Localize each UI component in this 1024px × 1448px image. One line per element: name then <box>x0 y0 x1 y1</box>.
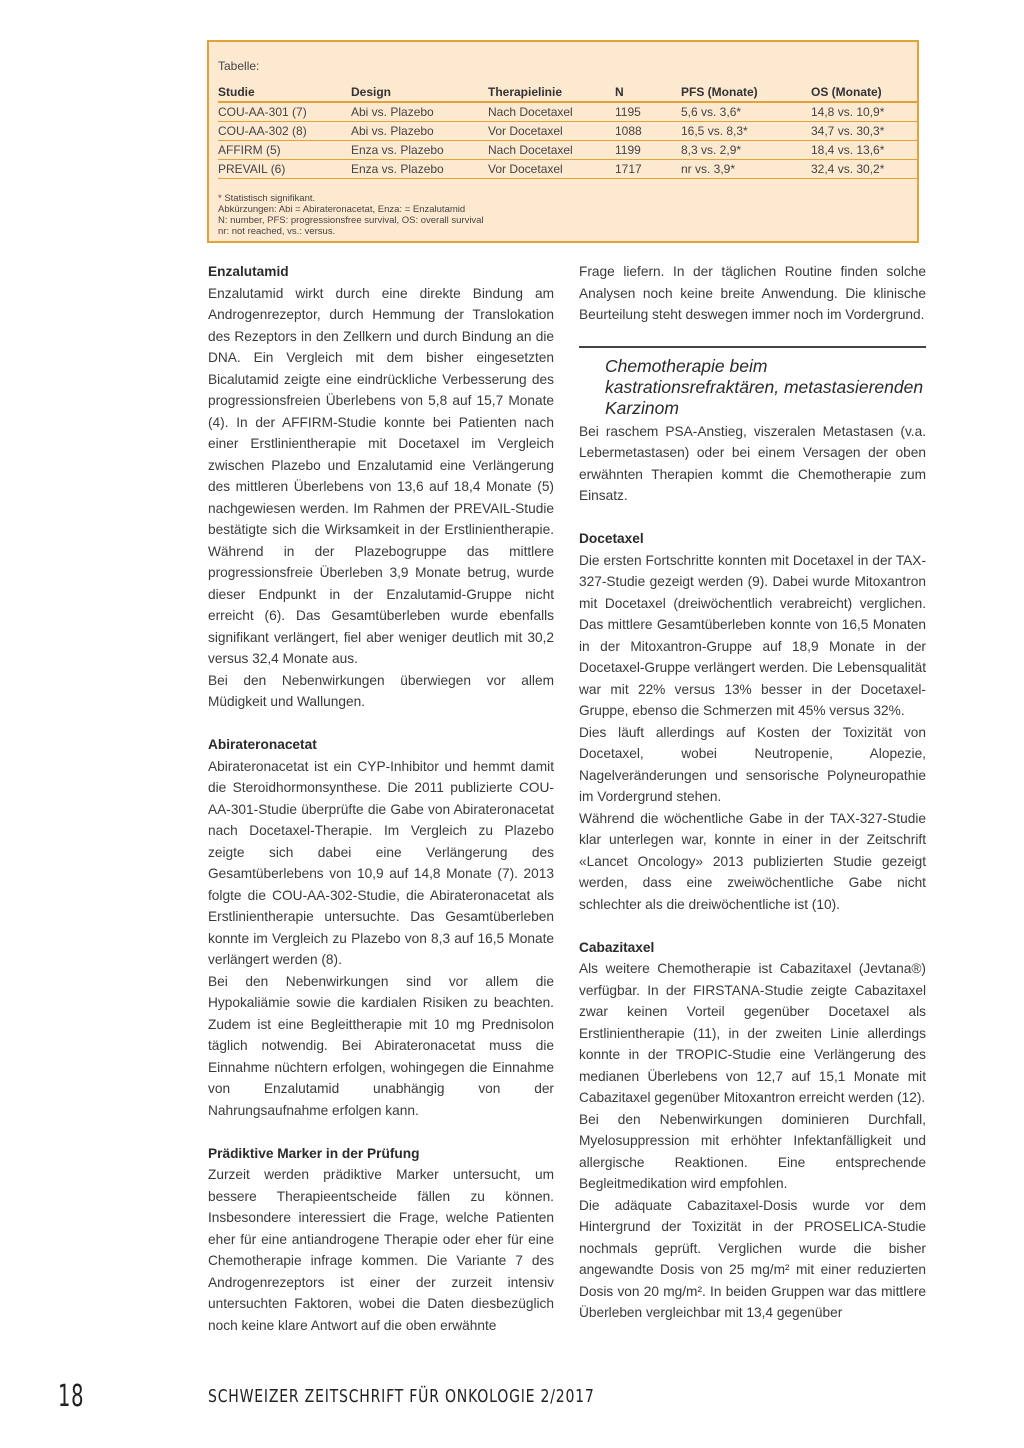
table-note: nr: not reached, vs.: versus. <box>218 226 336 237</box>
paragraph: Zurzeit werden prädiktive Marker untersucht, um bessere Therapieentscheide fällen zu können. Insbesondere interessiert die Frage, welche Patienten eher für eine antiandrogene Therapie oder eher für eine Chemotherapie infrage kommen. Die Variante 7 des Androgenrezeptors ist einer der zurzeit intensiv untersuchten Faktoren, wobei die Daten diesbezüglich noch keine klare Antwort auf die oben erwähnte <box>208 1167 554 1333</box>
cell-pfs: nr vs. 3,9* <box>681 160 811 179</box>
journal-title: SCHWEIZER ZEITSCHRIFT FÜR ONKOLOGIE 2/2017 <box>208 1386 595 1407</box>
paragraph: Als weitere Chemotherapie ist Cabazitaxel (Jevtana®) verfügbar. In der FIRSTANA-Studie zeigte Cabazitaxel zwar keinen Vorteil gegenüber Docetaxel als Erstlinientherapie (11), in der zweiten Linie allerdings konnte in der TROPIC-Studie eine Verlängerung des medianen Überlebens von 12,7 auf 15,1 Monate mit Cabazitaxel gegenüber Mitoxantron erreicht werden (12). <box>579 961 926 1105</box>
paragraph: Dies läuft allerdings auf Kosten der Toxizität von Docetaxel, wobei Neutropenie, Alopezie, Nagelveränderungen und sensorische Polyneuropathie im Vordergrund stehen. <box>579 724 926 804</box>
heading-cabazitaxel: Cabazitaxel <box>579 939 655 955</box>
table-note: Abkürzungen: Abi = Abirateronacetat, Enza: = Enzalutamid <box>218 204 466 215</box>
paragraph: Die ersten Fortschritte konnten mit Docetaxel in der TAX-327-Studie gezeigt werden (9). Dabei wurde Mitoxantron mit Docetaxel (dreiwöchentlich verabreicht) verglichen. Das mittlere Gesamtüberleben konnte von 16,5 Monaten in der Mitoxantron-Gruppe auf 18,9 Monate in der Docetaxel-Gruppe verlängert werden. Die Lebensqualität war mit 22% versus 13% besser in der Docetaxel-Gruppe, ebenso die Schmerzen mit 45% versus 32%. <box>579 552 926 718</box>
heading-praediktive-marker: Prädiktive Marker in der Prüfung <box>208 1145 420 1161</box>
cell-studie: COU-AA-302 (8) <box>218 122 351 141</box>
paragraph: Bei den Nebenwirkungen überwiegen vor allem Müdigkeit und Wallungen. <box>208 672 554 709</box>
table-note: N: number, PFS: progressionsfree survival, OS: overall survival <box>218 215 484 226</box>
study-table <box>218 84 917 179</box>
paragraph: Die adäquate Cabazitaxel-Dosis wurde vor dem Hintergrund der Toxizität in der PROSELICA-Studie nochmals geprüft. Verglichen wurde die bisher angewandte Dosis von 25 mg/m² mit einer reduzierten Dosis von 20 mg/m². In beiden Gruppen war das mittlere Überleben vergleichbar mit 13,4 gegenüber <box>579 1197 926 1320</box>
heading-abirateronacetat: Abirateronacetat <box>208 737 317 752</box>
table-row <box>218 160 917 179</box>
cell-design: Abi vs. Plazebo <box>351 102 488 122</box>
cell-design: Abi vs. Plazebo <box>351 122 488 141</box>
paragraph: Enzalutamid wirkt durch eine direkte Bindung am Androgenrezeptor, durch Hemmung der Translokation des Rezeptors in den Zellkern und durch Bindung an die DNA. Ein Vergleich mit dem bisher eingesetzten Bicalutamid zeigte eine eindrückliche Verbesserung des progressionsfreien Überlebens von 5,8 auf 15,7 Monate (4). In der AFFIRM-Studie konnte bei Patienten nach einer Erstlinientherapie mit Docetaxel im Vergleich zwischen Plazebo und Enzalutamid eine Verlängerung des mittleren Überlebens von 13,6 auf 18,4 Monate (5) nachgewiesen werden. Im Rahmen der PREVAIL-Studie bestätigte sich die Wirksamkeit in der Erstlinientherapie. Während in der Plazebogruppe das mittlere progressionsfreie Überleben 3,9 Monate betrug, wurde dieser Endpunkt in der Enzalutamid-Gruppe nicht erreicht (6). Das Gesamtüberleben wurde ebenfalls signifikant verlängert, fiel aber weniger deutlich mit 30,2 versus 32,4 Monate aus. <box>208 285 554 666</box>
paragraph: Abirateronacetat ist ein CYP-Inhibitor und hemmt damit die Steroidhormonsynthese. Die 2011 publizierte COU-AA-301-Studie überprüfte die Gabe von Abirateronacetat nach Docetaxel-Therapie. Im Vergleich zu Plazebo zeigte sich dabei eine Verlängerung des Gesamtüberlebens von 10,9 auf 14,8 Monate (7). 2013 folgte die COU-AA-302-Studie, die Abirateronacetat als Erstlinientherapie untersuchte. Das Gesamtüberleben konnte im Vergleich zu Plazebo von 8,3 auf 16,5 Monate verlängert werden (8). <box>208 758 554 967</box>
header-os: OS (Monate) <box>811 84 917 102</box>
cell-therapielinie: Nach Docetaxel <box>488 102 615 122</box>
table-note: * Statistisch signifikant. <box>218 193 316 204</box>
cell-os: 18,4 vs. 13,6* <box>811 141 917 160</box>
table-row <box>218 141 917 160</box>
cell-studie: PREVAIL (6) <box>218 160 351 179</box>
heading-docetaxel: Docetaxel <box>579 531 644 546</box>
header-n: N <box>615 84 681 102</box>
paragraph: Bei den Nebenwirkungen sind vor allem die Hypokaliämie sowie die kardialen Risiken zu beachten. Zudem ist eine Begleittherapie mit 10 mg Prednisolon täglich notwendig. Bei Abirateronacetat muss die Einnahme nüchtern erfolgen, wohingegen die Einnahme von Enzalutamid unabhängig von der Nahrungsaufnahme erfolgen kann. <box>208 973 554 1118</box>
right-column <box>579 261 926 1324</box>
cell-os: 32,4 vs. 30,2* <box>811 160 917 179</box>
cell-studie: COU-AA-301 (7) <box>218 102 351 122</box>
cell-design: Enza vs. Plazebo <box>351 160 488 179</box>
table-caption: Tabelle: <box>218 59 260 73</box>
paragraph: Bei raschem PSA-Anstieg, viszeralen Metastasen (v.a. Lebermetastasen) oder bei einem Versagen der oben erwähnten Therapien kommt die Chemotherapie zum Einsatz. <box>579 423 926 503</box>
paragraph: Frage liefern. In der täglichen Routine finden solche Analysen noch keine breite Anwendung. Die klinische Beurteilung steht deswegen immer noch im Vordergrund. <box>579 264 926 322</box>
header-pfs: PFS (Monate) <box>681 84 811 102</box>
cell-pfs: 5,6 vs. 3,6* <box>681 102 811 122</box>
table-row <box>218 122 917 141</box>
table-notes <box>218 193 917 237</box>
paragraph: Während die wöchentliche Gabe in der TAX-327-Studie klar unterlegen war, konnte in einer in der Zeitschrift «Lancet Oncology» 2013 publizierten Studie gezeigt werden, dass eine zweiwöchentliche Gabe nicht schlechter als die dreiwöchentliche ist (10). <box>579 810 926 912</box>
table-row <box>218 102 917 122</box>
cell-n: 1195 <box>615 102 681 122</box>
cell-os: 34,7 vs. 30,3* <box>811 122 917 141</box>
paragraph: Bei den Nebenwirkungen dominieren Durchfall, Myelosuppression mit erhöhter Infektanfälligkeit und allergische Reaktionen. Eine entsprechende Begleitmedikation wird empfohlen. <box>579 1111 926 1191</box>
cell-os: 14,8 vs. 10,9* <box>811 102 917 122</box>
cell-n: 1199 <box>615 141 681 160</box>
header-design: Design <box>351 84 488 102</box>
cell-pfs: 16,5 vs. 8,3* <box>681 122 811 141</box>
header-studie: Studie <box>218 84 351 102</box>
cell-n: 1717 <box>615 160 681 179</box>
cell-therapielinie: Vor Docetaxel <box>488 122 615 141</box>
page-number: 18 <box>58 1379 85 1414</box>
cell-design: Enza vs. Plazebo <box>351 141 488 160</box>
header-therapielinie: Therapielinie <box>488 84 615 102</box>
left-column <box>208 261 554 1336</box>
cell-studie: AFFIRM (5) <box>218 141 351 160</box>
heading-enzalutamid: Enzalutamid <box>208 264 289 279</box>
table-header-row <box>218 84 917 102</box>
cell-therapielinie: Nach Docetaxel <box>488 141 615 160</box>
study-table-box <box>207 40 919 243</box>
cell-therapielinie: Vor Docetaxel <box>488 160 615 179</box>
cell-n: 1088 <box>615 122 681 141</box>
section-title-chemotherapie: Chemotherapie beim kastrationsrefraktären, metastasierenden Karzinom <box>579 346 926 421</box>
cell-pfs: 8,3 vs. 2,9* <box>681 141 811 160</box>
